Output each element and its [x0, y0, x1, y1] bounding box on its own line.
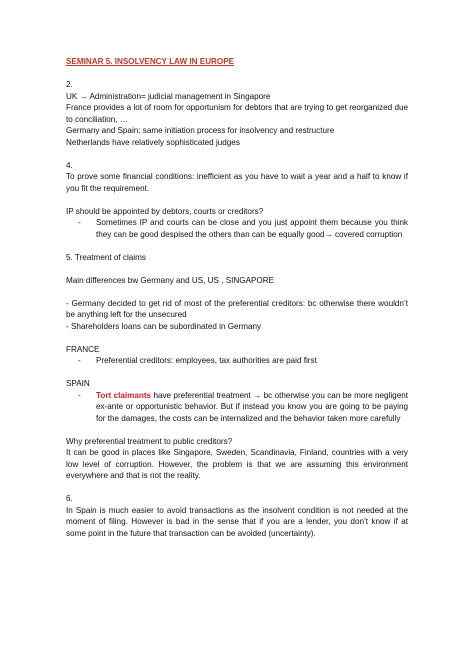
bullet-dash: - [78, 356, 81, 365]
section-2-number: 2. [66, 80, 73, 89]
financial-conditions-paragraph: To prove some financial conditions: inefficient as you have to wait a year and a half to know if you fit the requirement. [66, 172, 408, 193]
bullet-dash: - [78, 218, 81, 227]
document-title: SEMINAR 5. INSOLVENCY LAW IN EUROPE [66, 57, 235, 66]
spain-bullet [66, 390, 408, 425]
bullet-dash: - [78, 390, 81, 400]
main-differences-line: Main differences bw Germany and US, US , SINGAPORE [66, 275, 275, 285]
public-creditors-answer: It can be good in places like Singapore, Sweden, Scandinavia, Finland, countries with a very low level of corruption. However, the problem is that we are assuming this environment everywhere and that is not the reality. [66, 448, 408, 480]
uk-line: UK → Administration= judicial management in Singapore [66, 91, 271, 101]
ip-bullet-text: Sometimes IP and courts can be close and you just appoint them because you think they can be good despised the others than can be equally good→ covered corruption [96, 218, 408, 239]
germany-spain-line: Germany and Spain: same initiation process for insolvency and restructure [66, 126, 335, 135]
spain-bullet-rest: have preferential treatment → bc otherwise you can be more negligent ex-ante or opportunistic behavior. But if instead you know you are going to be paying for the damages, the costs can be internalized and the behavior taken more carefully [96, 390, 408, 423]
france-bullet-text: Preferential creditors: employees, tax authorities are paid first [96, 356, 317, 365]
ip-bullet [66, 217, 408, 240]
section-6-number: 6. [66, 494, 73, 503]
france-heading: FRANCE [66, 344, 100, 354]
spain-avoidance-paragraph: In Spain is much easier to avoid transactions as the insolvent condition is not needed at the moment of filing. However is bad in the sense that if you are a lender, you don’t know if at some point in the future that transaction can be avoided (uncertainty). [66, 505, 408, 538]
ip-question: IP should be appointed by debtors, courts or creditors? [66, 206, 264, 216]
france-line: France provides a lot of room for opportunism for debtors that are trying to get reorganized due to conciliation, … [66, 103, 408, 124]
document-body [66, 56, 408, 539]
germany-point: - Germany decided to get rid of most of the preferential creditors: bc otherwise there wouldn’t be anything left for the unsecured [66, 298, 408, 319]
netherlands-line: Netherlands have relatively sophisticated judges [66, 137, 240, 147]
spain-heading: SPAIN [66, 379, 90, 388]
section-5-heading: 5. Treatment of claims [66, 252, 146, 262]
shareholders-point: - Shareholders loans can be subordinated in Germany [66, 321, 262, 331]
section-4-number: 4. [66, 160, 73, 170]
france-bullet [66, 355, 408, 367]
public-creditors-question: Why preferential treatment to public creditors? [66, 436, 233, 446]
spain-bullet-text [96, 390, 408, 425]
tort-claimants-highlight: Tort claimants [96, 390, 152, 400]
